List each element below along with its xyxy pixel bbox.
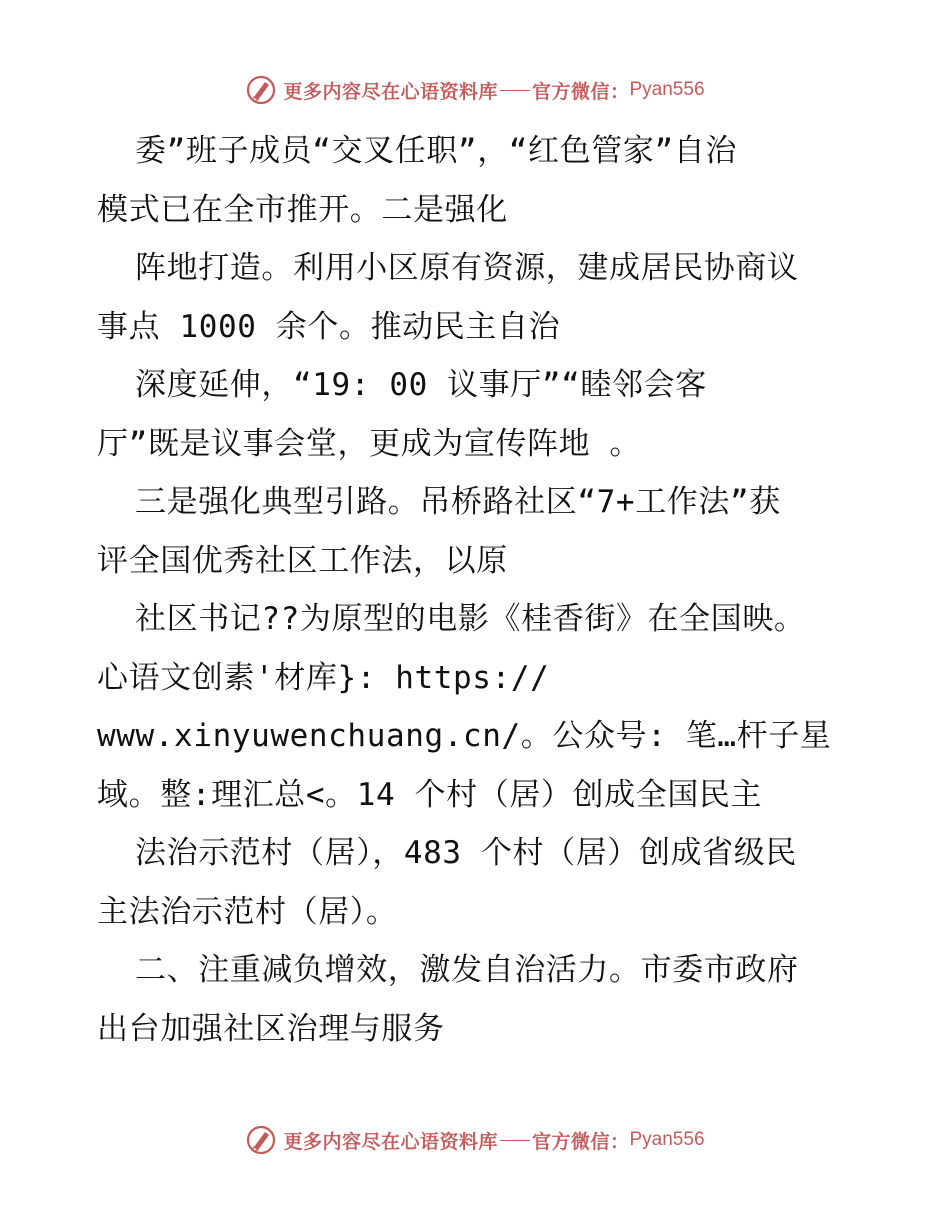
footer-banner-text: 更多内容尽在心语资料库 (283, 1130, 498, 1153)
header-banner-dash (500, 90, 530, 91)
body-line: 事点 1000 余个。推动民主自治 (97, 308, 561, 345)
body-line: 评全国优秀社区工作法，以原 (97, 542, 508, 579)
pen-logo-icon (245, 74, 277, 106)
body-line: 二、注重减负增效，激发自治活力。市委市政府 (135, 952, 799, 988)
body-line: www.xinyuwenchuang.cn/。公众号: 笔…杆子星 (97, 718, 832, 754)
header-banner (0, 70, 950, 110)
body-line: 出台加强社区治理与服务 (97, 1010, 445, 1047)
header-banner-id: Pyan556 (629, 79, 705, 100)
body-line: 阵地打造。利用小区原有资源，建成居民协商议 (135, 250, 799, 286)
footer-banner-dash (500, 1140, 530, 1141)
body-line: 委”班子成员“交叉任职”，“红色管家”自治 (135, 133, 737, 169)
footer-banner-label: 官方微信： (531, 1130, 630, 1153)
body-line: 深度延伸，“19: 00 议事厅”“睦邻会客 (135, 367, 707, 403)
footer-banner-id: Pyan556 (629, 1129, 705, 1150)
body-line: 法治示范村（居），483 个村（居）创成省级民 (135, 835, 797, 871)
body-line: 三是强化典型引路。吊桥路社区“7+工作法”获 (135, 484, 781, 520)
footer-banner (0, 1120, 950, 1160)
body-line: 心语文创素'材库}: https:// (97, 659, 550, 696)
body-line: 模式已在全市推开。二是强化 (97, 191, 508, 228)
header-banner-label: 官方微信： (531, 80, 630, 103)
body-line: 社区书记??为原型的电影《桂香街》在全国映。 (135, 601, 806, 637)
pen-logo-icon (245, 1124, 277, 1156)
body-line: 主法治示范村（居）。 (97, 893, 398, 930)
document-body (97, 122, 867, 1058)
body-line: 域。整:理汇总<。14 个村（居）创成全国民主 (97, 776, 763, 813)
body-line: 厅”既是议事会堂，更成为宣传阵地 。 (97, 425, 642, 462)
header-banner-text: 更多内容尽在心语资料库 (283, 80, 498, 103)
